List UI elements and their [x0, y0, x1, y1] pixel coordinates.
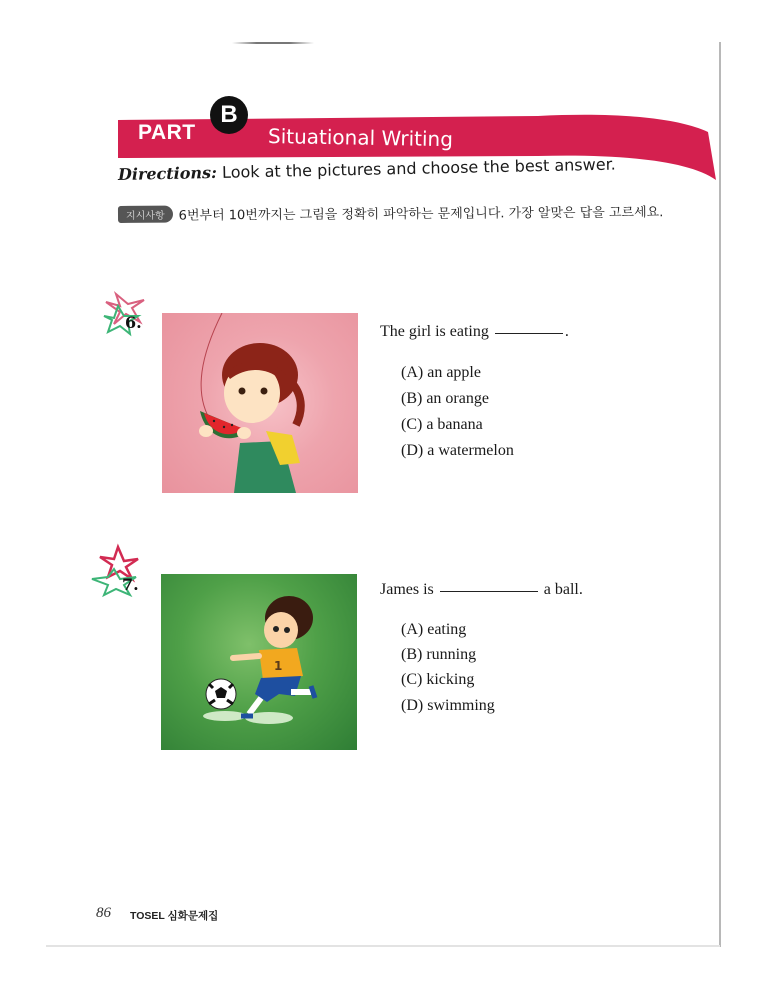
- page-number: 86: [96, 905, 111, 921]
- handdrawn-star-icon: [90, 543, 150, 599]
- korean-instructions: [118, 201, 663, 224]
- stem-before-blank: The girl is eating: [380, 323, 489, 340]
- option-b[interactable]: (B) an orange: [401, 390, 489, 407]
- part-letter-badge: B: [210, 96, 248, 134]
- instructions-tag: 지시사항: [118, 206, 173, 223]
- directions-label: Directions:: [117, 162, 218, 184]
- option-c[interactable]: (C) a banana: [401, 416, 483, 433]
- section-title: Situational Writing: [267, 124, 454, 152]
- question-7-picture: [161, 574, 357, 750]
- question-number: 7.: [122, 575, 139, 594]
- option-c[interactable]: (C) kicking: [401, 671, 475, 688]
- question-6-stem: [380, 323, 569, 341]
- scan-edge-top: [232, 42, 314, 44]
- option-d[interactable]: (D) a watermelon: [401, 442, 514, 459]
- instructions-text: 6번부터 10번까지는 그림을 정확히 파악하는 문제입니다. 가장 알맞은 답을 고르세요.: [178, 205, 664, 224]
- stem-after-blank: a ball.: [543, 581, 583, 598]
- question-7-stem: [380, 581, 583, 599]
- boy-kicking-soccer-ball-illustration: [161, 574, 357, 750]
- option-a[interactable]: (A) an apple: [401, 364, 481, 381]
- option-a[interactable]: (A) eating: [401, 621, 467, 638]
- girl-eating-watermelon-illustration: [162, 313, 358, 493]
- option-d[interactable]: (D) swimming: [401, 697, 495, 714]
- directions-text: Look at the pictures and choose the best answer.: [221, 154, 616, 182]
- scan-edge-bottom: [46, 945, 720, 947]
- question-6-picture: [162, 313, 358, 493]
- svg-text:1: 1: [274, 659, 283, 673]
- part-label: PART: [138, 121, 196, 144]
- book-title: TOSEL 심화문제집: [130, 910, 219, 922]
- option-b[interactable]: (B) running: [401, 646, 477, 663]
- stem-after-blank: .: [564, 323, 569, 340]
- answer-blank: [440, 590, 538, 592]
- answer-blank: [495, 332, 563, 334]
- question-number: 6.: [125, 313, 142, 332]
- stem-before-blank: James is: [380, 581, 434, 598]
